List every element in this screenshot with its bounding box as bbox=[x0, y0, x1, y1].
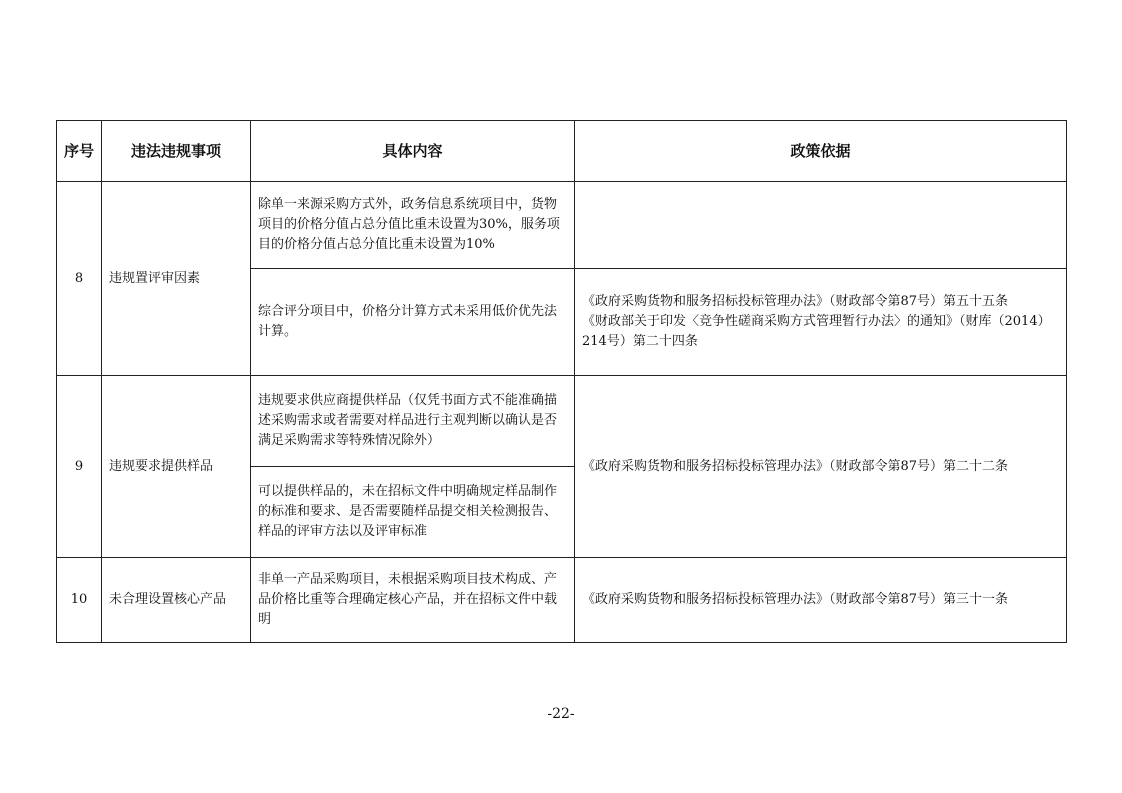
row-item: 违规要求提供样品 bbox=[102, 376, 251, 558]
table-header-row bbox=[57, 121, 1067, 182]
row-basis bbox=[575, 269, 1067, 376]
row-seq: 8 bbox=[57, 182, 102, 376]
row-content: 非单一产品采购项目，未根据采购项目技术构成、产品价格比重等合理确定核心产品，并在招标文件中载明 bbox=[251, 558, 575, 643]
row-content: 综合评分项目中，价格分计算方式未采用低价优先法计算。 bbox=[251, 269, 575, 376]
header-basis: 政策依据 bbox=[575, 121, 1067, 182]
page-number: -22- bbox=[547, 706, 575, 722]
row-content: 可以提供样品的，未在招标文件中明确规定样品制作的标准和要求、是否需要随样品提交相关检测报告、样品的评审方法以及评审标准 bbox=[251, 467, 575, 558]
row-basis: 《政府采购货物和服务招标投标管理办法》（财政部令第87号）第三十一条 bbox=[575, 558, 1067, 643]
row-seq: 10 bbox=[57, 558, 102, 643]
row-basis: 《政府采购货物和服务招标投标管理办法》（财政部令第87号）第二十二条 bbox=[575, 376, 1067, 558]
table-row bbox=[57, 182, 1067, 269]
row-item: 未合理设置核心产品 bbox=[102, 558, 251, 643]
table-row bbox=[57, 558, 1067, 643]
table-row bbox=[57, 376, 1067, 467]
header-seq: 序号 bbox=[57, 121, 102, 182]
regulation-table bbox=[56, 120, 1067, 643]
header-content: 具体内容 bbox=[251, 121, 575, 182]
row-content: 违规要求供应商提供样品（仅凭书面方式不能准确描述采购需求或者需要对样品进行主观判断以确认是否满足采购需求等特殊情况除外） bbox=[251, 376, 575, 467]
row-item: 违规置评审因素 bbox=[102, 182, 251, 376]
basis-line: 《政府采购货物和服务招标投标管理办法》（财政部令第87号）第五十五条 bbox=[582, 294, 1009, 309]
basis-line: 《财政部关于印发〈竞争性磋商采购方式管理暂行办法〉的通知》（财库（2014）214号）第二十四条 bbox=[582, 314, 1051, 349]
row-basis bbox=[575, 182, 1067, 269]
row-content: 除单一来源采购方式外，政务信息系统项目中，货物项目的价格分值占总分值比重未设置为30%，服务项目的价格分值占总分值比重未设置为10% bbox=[251, 182, 575, 269]
row-seq: 9 bbox=[57, 376, 102, 558]
header-item: 违法违规事项 bbox=[102, 121, 251, 182]
